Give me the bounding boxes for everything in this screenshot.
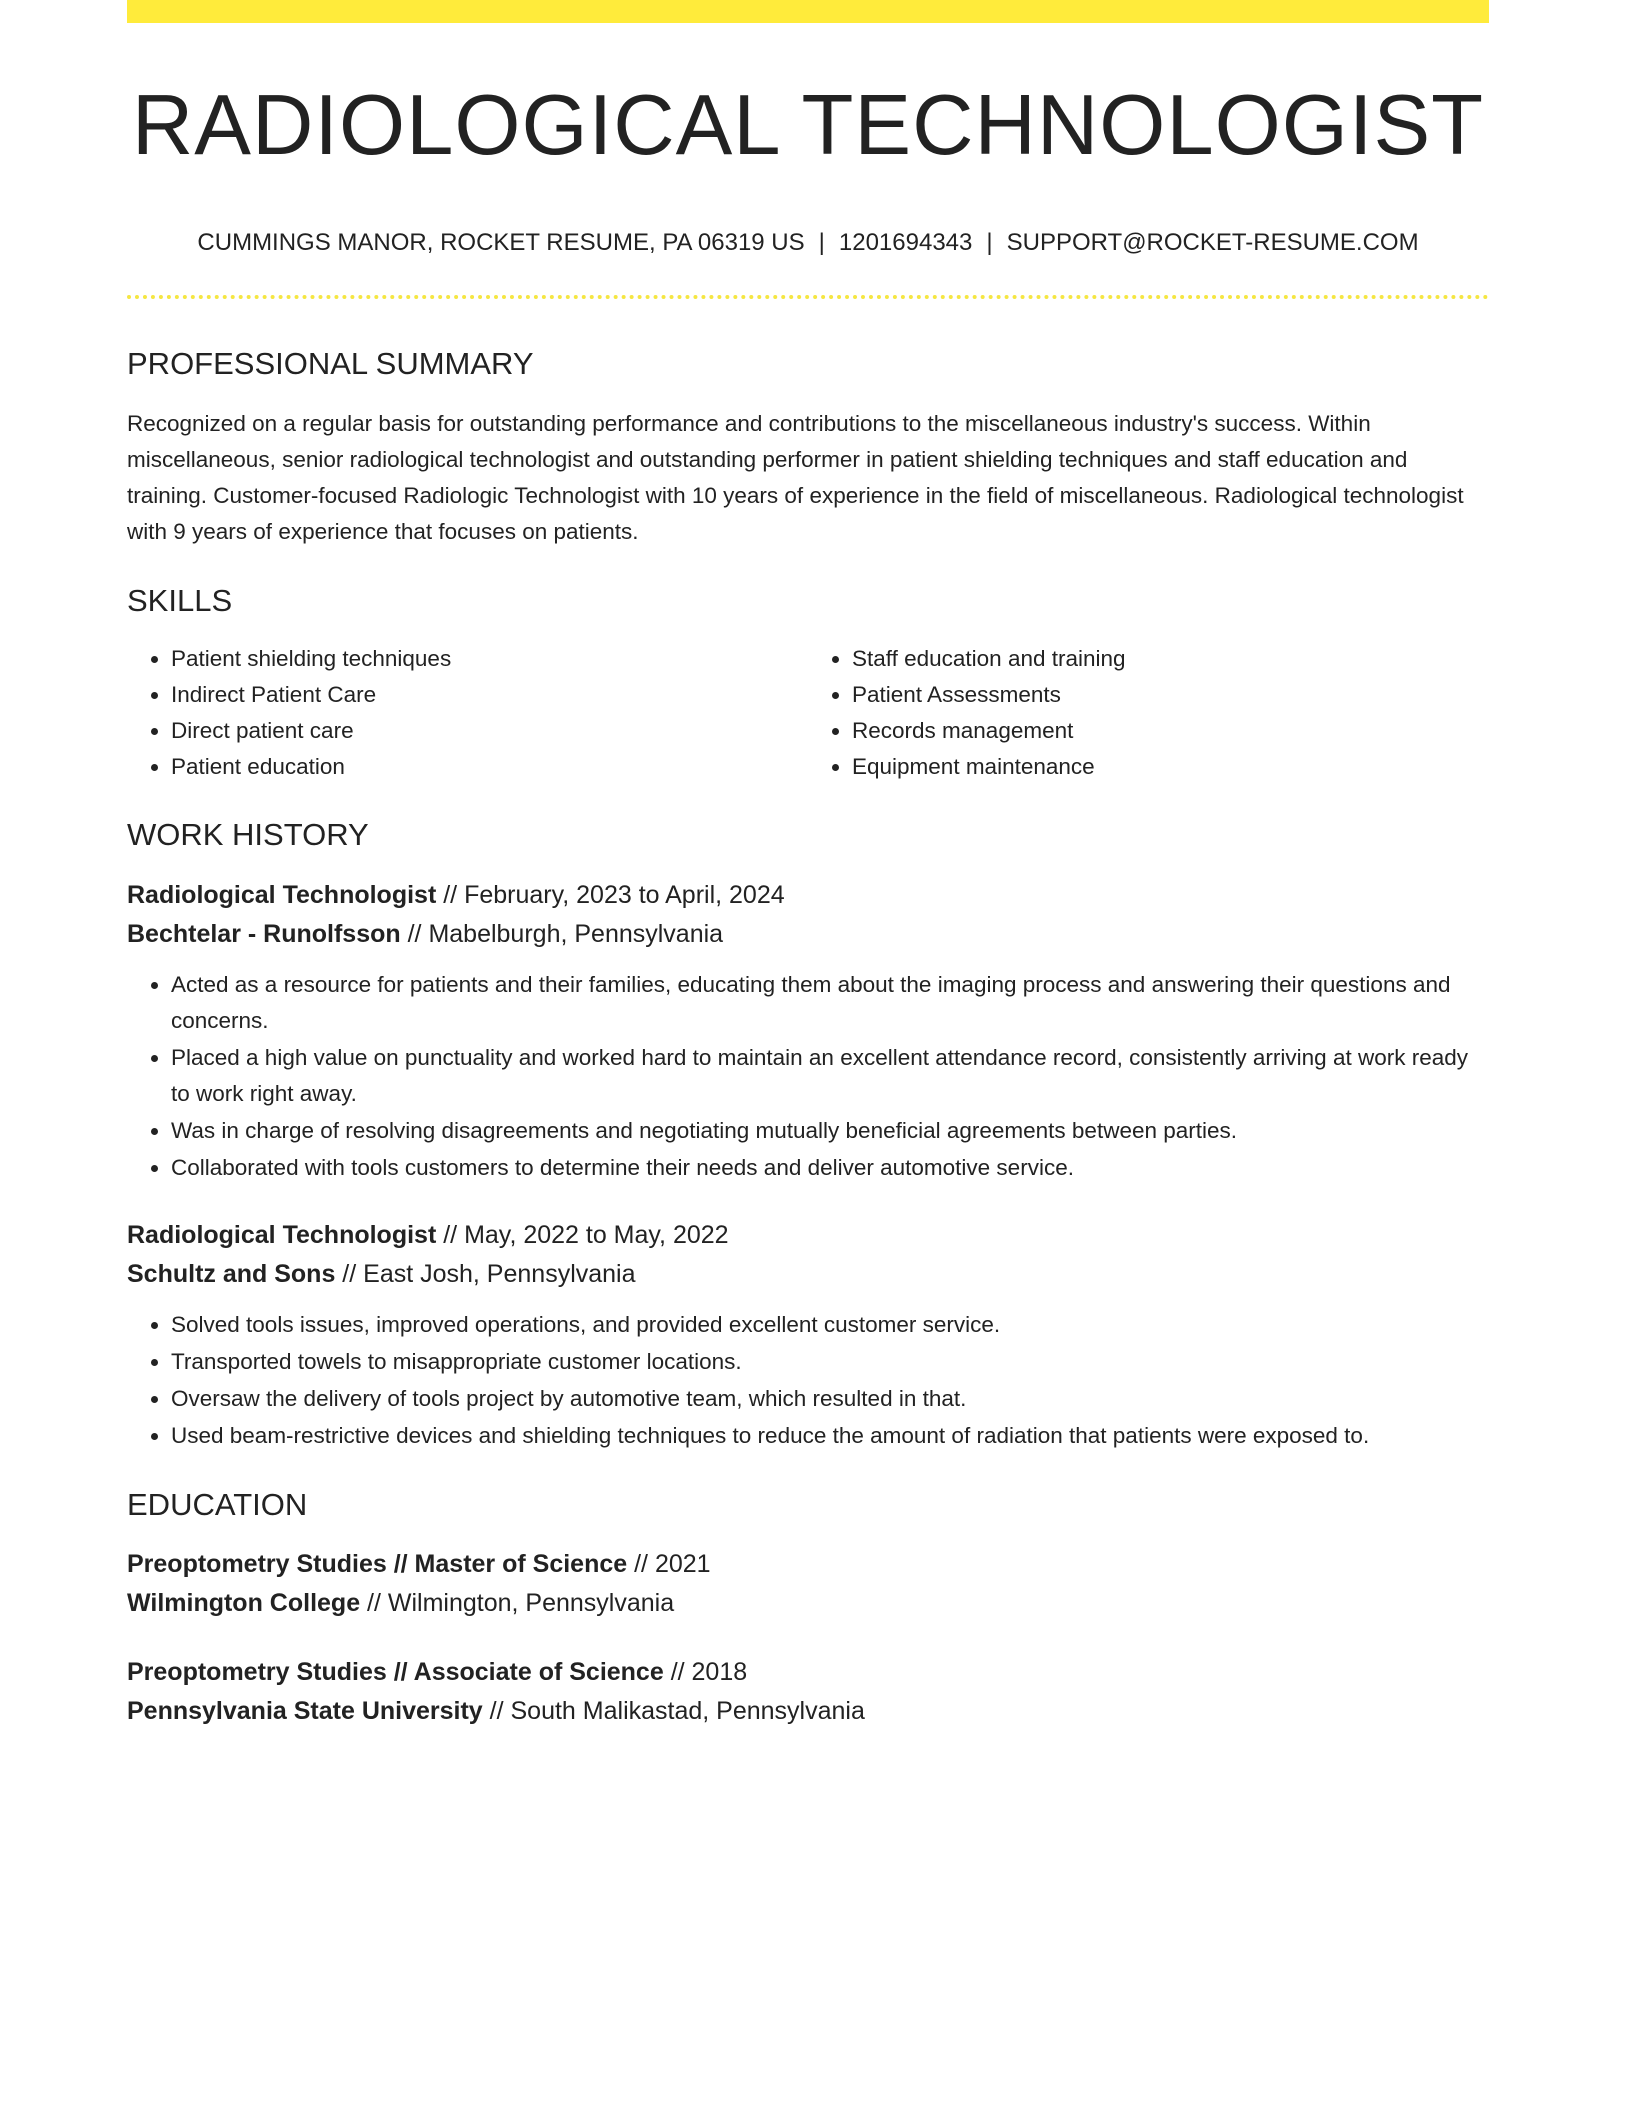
work-history-heading: WORK HISTORY <box>127 817 369 852</box>
education-year: // 2018 <box>663 1658 748 1686</box>
education-degree: Preoptometry Studies // Associate of Science <box>127 1658 664 1686</box>
skill-item: • Patient Assessments <box>852 677 1489 713</box>
skill-item: • Indirect Patient Care <box>171 677 808 713</box>
job-bullet: • Was in charge of resolving disagreements and negotiating mutually beneficial agreements between parties. <box>171 1113 1489 1149</box>
job-dates: // May, 2022 to May, 2022 <box>436 1221 729 1249</box>
contact-phone: 1201694343 <box>838 229 973 256</box>
job-location: // Mabelburgh, Pennsylvania <box>400 920 724 948</box>
education-entry <box>127 1545 1489 1623</box>
job-bullet: • Used beam-restrictive devices and shielding techniques to reduce the amount of radiation that patients were exposed to. <box>171 1418 1489 1454</box>
contact-line <box>127 231 1489 255</box>
summary-text: Recognized on a regular basis for outstanding performance and contributions to the miscellaneous industry's success. Within miscellaneous, senior radiological technologist and outstanding performer in patient shielding techniques and staff education and training. Customer-focused Radiologic Technologist with 10 years of experience in the field of miscellaneous. Radiological technologist with 9 years of experience that focuses on patients. <box>127 411 1464 544</box>
job-role: Radiological Technologist <box>127 881 437 909</box>
education-heading: EDUCATION <box>127 1487 308 1522</box>
resume-title: RADIOLOGICAL TECHNOLOGIST <box>131 78 1485 173</box>
education-degree-line <box>127 1545 1489 1584</box>
contact-separator: | <box>986 229 993 256</box>
education-year: // 2021 <box>627 1550 711 1578</box>
skill-item: • Records management <box>852 713 1489 749</box>
job-bullet: • Collaborated with tools customers to determine their needs and deliver automotive service. <box>171 1150 1489 1186</box>
job-role-line <box>127 876 1489 915</box>
skills-list-left <box>127 641 808 785</box>
contact-email: SUPPORT@ROCKET-RESUME.COM <box>1006 229 1419 256</box>
education-degree-line <box>127 1653 1489 1692</box>
skill-item: • Patient shielding techniques <box>171 641 808 677</box>
job-company: Schultz and Sons <box>127 1260 336 1288</box>
education-entry <box>127 1653 1489 1731</box>
contact-separator: | <box>818 229 825 256</box>
job-company: Bechtelar - Runolfsson <box>127 920 401 948</box>
education-school-line <box>127 1584 1489 1623</box>
skill-item: • Equipment maintenance <box>852 749 1489 785</box>
job-role-line <box>127 1216 1489 1255</box>
job-bullet: • Placed a high value on punctuality and worked hard to maintain an excellent attendance record, consistently arriving at work ready to work right away. <box>171 1040 1489 1112</box>
job-company-line <box>127 915 1489 954</box>
skill-item: • Direct patient care <box>171 713 808 749</box>
job-bullet: • Acted as a resource for patients and their families, educating them about the imaging process and answering their questions and concerns. <box>171 967 1489 1039</box>
job-bullets <box>127 967 1489 1186</box>
summary-heading: PROFESSIONAL SUMMARY <box>127 346 534 381</box>
job-entry <box>127 876 1489 1186</box>
skills-list-right <box>808 641 1489 785</box>
contact-address: CUMMINGS MANOR, ROCKET RESUME, PA 06319 US <box>197 229 805 256</box>
education-location: // Wilmington, Pennsylvania <box>360 1589 675 1617</box>
job-entry <box>127 1216 1489 1454</box>
education-location: // South Malikastad, Pennsylvania <box>482 1697 865 1725</box>
job-bullet: • Solved tools issues, improved operations, and provided excellent customer service. <box>171 1307 1489 1343</box>
job-company-line <box>127 1255 1489 1294</box>
job-bullets <box>127 1307 1489 1454</box>
resume-page <box>127 0 1489 1731</box>
education-school: Wilmington College <box>127 1589 361 1617</box>
skill-item: • Patient education <box>171 749 808 785</box>
skills-grid <box>127 641 1489 785</box>
job-location: // East Josh, Pennsylvania <box>335 1260 636 1288</box>
header-divider <box>127 295 1489 299</box>
skills-heading: SKILLS <box>127 583 233 618</box>
job-dates: // February, 2023 to April, 2024 <box>436 881 785 909</box>
job-bullet: • Oversaw the delivery of tools project by automotive team, which resulted in that. <box>171 1381 1489 1417</box>
accent-bar <box>127 0 1489 23</box>
skill-item: • Staff education and training <box>852 641 1489 677</box>
education-school-line <box>127 1692 1489 1731</box>
job-role: Radiological Technologist <box>127 1221 437 1249</box>
education-degree: Preoptometry Studies // Master of Science <box>127 1550 628 1578</box>
education-school: Pennsylvania State University <box>127 1697 483 1725</box>
job-bullet: • Transported towels to misappropriate customer locations. <box>171 1344 1489 1380</box>
